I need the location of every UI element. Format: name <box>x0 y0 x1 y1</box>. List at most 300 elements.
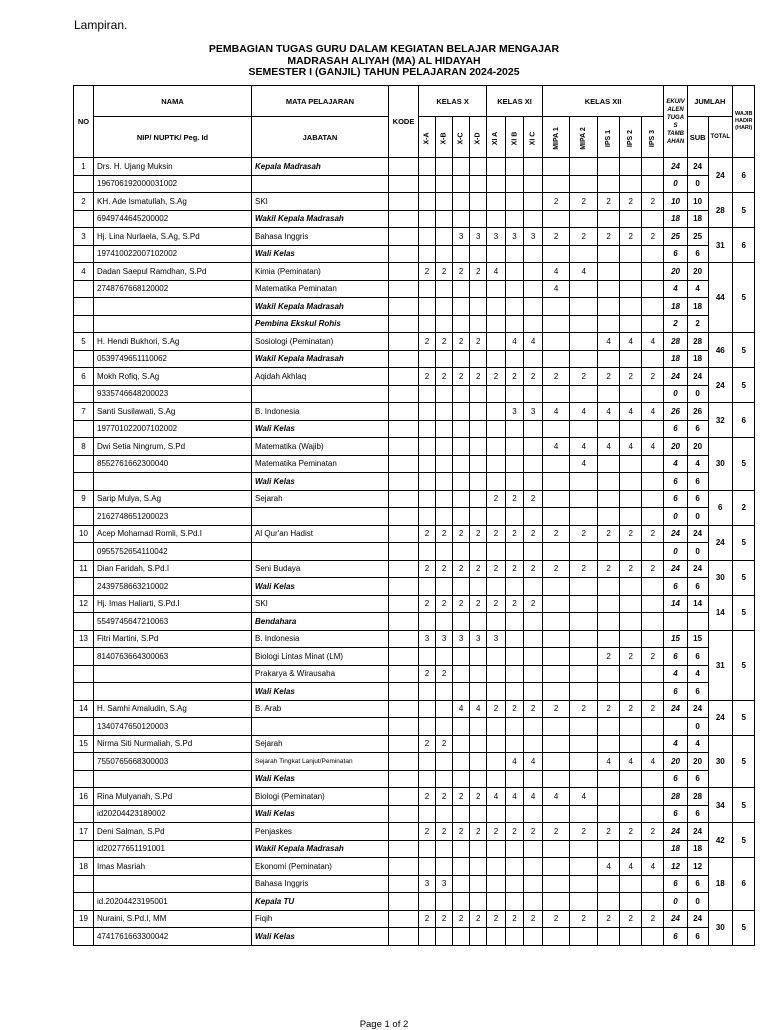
hours-cell: 2 <box>436 788 453 806</box>
hours-cell <box>487 893 505 911</box>
row-number: 19 <box>74 910 94 928</box>
wajib-hadir-cell: 5 <box>733 368 755 403</box>
hours-cell <box>524 315 543 333</box>
hours-cell <box>505 175 524 193</box>
hours-cell <box>436 158 453 176</box>
ekuivalen-cell: 18 <box>664 350 687 368</box>
class-label: X-A <box>423 131 431 145</box>
hours-cell <box>620 473 642 491</box>
subject-cell: Bendahara <box>252 613 389 631</box>
kode-cell <box>389 578 419 596</box>
hours-cell <box>570 298 598 316</box>
row-number: 4 <box>74 263 94 281</box>
total-cell: 30 <box>708 910 732 945</box>
teacher-name-cell: 4741761663300042 <box>94 928 252 946</box>
hours-cell <box>642 595 664 613</box>
hours-cell <box>570 315 598 333</box>
sub-total-cell: 0 <box>687 175 708 193</box>
header-mapel: MATA PELAJARAN <box>252 86 389 117</box>
hours-cell <box>620 840 642 858</box>
hours-cell <box>487 928 505 946</box>
subject-cell: Al Qur'an Hadist <box>252 525 389 543</box>
hours-cell <box>620 280 642 298</box>
sub-total-cell: 6 <box>687 245 708 263</box>
table-row <box>74 805 755 823</box>
hours-cell <box>524 735 543 753</box>
sub-total-cell: 14 <box>687 595 708 613</box>
kode-cell <box>389 665 419 683</box>
hours-cell <box>597 630 619 648</box>
hours-cell: 2 <box>470 910 487 928</box>
table-row <box>74 455 755 473</box>
hours-cell: 2 <box>487 525 505 543</box>
subject-cell <box>252 385 389 403</box>
teacher-name-cell: 0955752654110042 <box>94 543 252 561</box>
hours-cell <box>487 298 505 316</box>
class-label: X-D <box>474 131 482 145</box>
ekuivalen-cell: 14 <box>664 595 687 613</box>
hours-cell <box>597 455 619 473</box>
hours-cell <box>419 298 436 316</box>
hours-cell <box>419 508 436 526</box>
teacher-name-cell: 197410022007102002 <box>94 245 252 263</box>
hours-cell: 4 <box>542 280 570 298</box>
hours-cell <box>642 385 664 403</box>
total-cell: 32 <box>708 403 732 438</box>
hours-cell: 2 <box>505 368 524 386</box>
table-row <box>74 683 755 701</box>
wajib-hadir-cell: 5 <box>733 263 755 333</box>
teacher-name-cell <box>94 298 252 316</box>
hours-cell <box>642 613 664 631</box>
hours-cell: 2 <box>419 525 436 543</box>
ekuivalen-cell: 6 <box>664 770 687 788</box>
table-row <box>74 315 755 333</box>
kode-cell <box>389 508 419 526</box>
hours-cell <box>570 175 598 193</box>
table-row <box>74 438 755 456</box>
subject-cell: Seni Budaya <box>252 560 389 578</box>
ekuivalen-cell: 28 <box>664 788 687 806</box>
hours-cell <box>505 648 524 666</box>
hours-cell: 3 <box>436 630 453 648</box>
subject-cell: SKI <box>252 193 389 211</box>
sub-total-cell: 6 <box>687 420 708 438</box>
hours-cell <box>620 210 642 228</box>
wajib-hadir-cell: 5 <box>733 788 755 823</box>
hours-cell <box>470 280 487 298</box>
hours-cell <box>487 158 505 176</box>
teacher-name-cell: 2162748651200023 <box>94 508 252 526</box>
ekuivalen-cell: 6 <box>664 420 687 438</box>
row-number-empty <box>74 718 94 736</box>
hours-cell <box>436 210 453 228</box>
hours-cell <box>542 473 570 491</box>
hours-cell <box>570 158 598 176</box>
hours-cell <box>642 158 664 176</box>
hours-cell <box>570 893 598 911</box>
subject-cell: Matematika Peminatan <box>252 455 389 473</box>
hours-cell: 4 <box>620 403 642 421</box>
teacher-name-cell: 196706192000031002 <box>94 175 252 193</box>
hours-cell <box>487 438 505 456</box>
hours-cell <box>642 473 664 491</box>
hours-cell <box>570 630 598 648</box>
header-class-6 <box>524 117 543 158</box>
hours-cell <box>453 665 470 683</box>
hours-cell: 2 <box>570 368 598 386</box>
hours-cell <box>524 648 543 666</box>
hours-cell <box>487 350 505 368</box>
hours-cell <box>436 805 453 823</box>
hours-cell: 2 <box>487 490 505 508</box>
ekuivalen-cell: 18 <box>664 298 687 316</box>
subject-cell: Bahasa Inggris <box>252 228 389 246</box>
hours-cell <box>570 840 598 858</box>
sub-total-cell: 28 <box>687 788 708 806</box>
subject-cell: Kepala TU <box>252 893 389 911</box>
hours-cell <box>570 683 598 701</box>
hours-cell <box>597 298 619 316</box>
table-row <box>74 578 755 596</box>
row-number: 16 <box>74 788 94 806</box>
hours-cell <box>470 473 487 491</box>
row-number-empty <box>74 805 94 823</box>
hours-cell <box>487 175 505 193</box>
hours-cell <box>419 613 436 631</box>
hours-cell <box>597 175 619 193</box>
hours-cell <box>597 245 619 263</box>
table-row <box>74 403 755 421</box>
hours-cell <box>620 735 642 753</box>
hours-cell: 4 <box>542 438 570 456</box>
subject-cell: Wakil Kepala Madrasah <box>252 298 389 316</box>
hours-cell: 2 <box>642 648 664 666</box>
hours-cell: 2 <box>597 525 619 543</box>
hours-cell: 2 <box>487 700 505 718</box>
hours-cell <box>642 455 664 473</box>
teacher-name-cell: 2439758663210002 <box>94 578 252 596</box>
row-number-empty <box>74 875 94 893</box>
teacher-name-cell: 2748767668120002 <box>94 280 252 298</box>
hours-cell <box>453 928 470 946</box>
hours-cell <box>419 315 436 333</box>
hours-cell: 2 <box>597 193 619 211</box>
hours-cell <box>487 508 505 526</box>
hours-cell <box>470 438 487 456</box>
hours-cell: 2 <box>453 333 470 351</box>
ekuivalen-cell: 20 <box>664 438 687 456</box>
row-number-empty <box>74 613 94 631</box>
hours-cell <box>453 350 470 368</box>
title-line-3: SEMESTER I (GANJIL) TAHUN PELAJARAN 2024-2025 <box>248 66 520 78</box>
hours-cell <box>419 175 436 193</box>
hours-cell <box>419 805 436 823</box>
hours-cell <box>570 595 598 613</box>
table-row <box>74 753 755 771</box>
hours-cell <box>453 718 470 736</box>
ekuivalen-cell: 6 <box>664 648 687 666</box>
hours-cell: 2 <box>505 560 524 578</box>
hours-cell <box>620 683 642 701</box>
hours-cell <box>642 630 664 648</box>
hours-cell <box>436 385 453 403</box>
hours-cell <box>542 385 570 403</box>
teacher-name-cell: Dadan Saepul Ramdhan, S.Pd <box>94 263 252 281</box>
hours-cell <box>542 298 570 316</box>
hours-cell <box>597 840 619 858</box>
row-number-empty <box>74 648 94 666</box>
hours-cell <box>570 508 598 526</box>
sub-total-cell: 2 <box>687 315 708 333</box>
hours-cell: 4 <box>505 333 524 351</box>
hours-cell <box>642 683 664 701</box>
hours-cell <box>505 735 524 753</box>
hours-cell: 2 <box>470 560 487 578</box>
hours-cell <box>597 158 619 176</box>
kode-cell <box>389 700 419 718</box>
hours-cell: 4 <box>597 438 619 456</box>
header-kelas-xi: KELAS XI <box>487 86 543 117</box>
hours-cell: 4 <box>524 788 543 806</box>
header-class-11 <box>642 117 664 158</box>
hours-cell <box>542 245 570 263</box>
hours-cell <box>419 438 436 456</box>
hours-cell <box>470 350 487 368</box>
hours-cell <box>524 805 543 823</box>
hours-cell <box>570 770 598 788</box>
hours-cell <box>487 420 505 438</box>
hours-cell <box>505 805 524 823</box>
hours-cell <box>436 193 453 211</box>
hours-cell <box>487 403 505 421</box>
subject-cell: Ekonomi (Peminatan) <box>252 858 389 876</box>
hours-cell <box>620 543 642 561</box>
row-number: 7 <box>74 403 94 421</box>
hours-cell <box>597 210 619 228</box>
hours-cell <box>620 578 642 596</box>
hours-cell: 2 <box>524 525 543 543</box>
teacher-name-cell: Nirma Siti Nurmaliah, S.Pd <box>94 735 252 753</box>
table-row <box>74 175 755 193</box>
teacher-name-cell: Dian Faridah, S.Pd.I <box>94 560 252 578</box>
wajib-hadir-cell: 5 <box>733 438 755 491</box>
total-cell: 31 <box>708 630 732 700</box>
total-cell: 31 <box>708 228 732 263</box>
hours-cell: 2 <box>470 823 487 841</box>
subject-cell: Matematika Peminatan <box>252 280 389 298</box>
teacher-name-cell <box>94 473 252 491</box>
row-number-empty <box>74 893 94 911</box>
hours-cell <box>524 665 543 683</box>
hours-cell <box>570 245 598 263</box>
header-class-10 <box>620 117 642 158</box>
hours-cell <box>505 858 524 876</box>
hours-cell: 4 <box>642 403 664 421</box>
hours-cell: 2 <box>570 823 598 841</box>
hours-cell <box>487 455 505 473</box>
kode-cell <box>389 263 419 281</box>
hours-cell <box>524 578 543 596</box>
kode-cell <box>389 683 419 701</box>
subject-cell: Sosiologi (Peminatan) <box>252 333 389 351</box>
hours-cell <box>597 735 619 753</box>
hours-cell <box>505 438 524 456</box>
hours-cell <box>642 788 664 806</box>
hours-cell <box>436 228 453 246</box>
hours-cell <box>487 613 505 631</box>
header-class-3 <box>470 117 487 158</box>
hours-cell: 2 <box>620 228 642 246</box>
hours-cell <box>487 718 505 736</box>
row-number-empty <box>74 455 94 473</box>
sub-total-cell: 0 <box>687 893 708 911</box>
table-row <box>74 823 755 841</box>
class-label: IPS 3 <box>649 129 657 147</box>
hours-cell <box>597 683 619 701</box>
hours-cell <box>487 280 505 298</box>
hours-cell <box>419 893 436 911</box>
hours-cell <box>436 280 453 298</box>
ekuivalen-cell: 0 <box>664 385 687 403</box>
hours-cell <box>642 718 664 736</box>
hours-cell <box>642 875 664 893</box>
hours-cell <box>597 578 619 596</box>
hours-cell <box>505 263 524 281</box>
hours-cell <box>570 753 598 771</box>
hours-cell <box>470 508 487 526</box>
hours-cell <box>470 543 487 561</box>
hours-cell <box>505 508 524 526</box>
sub-total-cell: 0 <box>687 543 708 561</box>
hours-cell <box>597 473 619 491</box>
hours-cell <box>642 298 664 316</box>
hours-cell <box>436 770 453 788</box>
hours-cell: 2 <box>487 560 505 578</box>
hours-cell <box>453 490 470 508</box>
hours-cell <box>597 508 619 526</box>
table-row <box>74 595 755 613</box>
hours-cell <box>570 490 598 508</box>
hours-cell: 2 <box>620 193 642 211</box>
hours-cell <box>570 875 598 893</box>
row-number-empty <box>74 350 94 368</box>
hours-cell <box>542 175 570 193</box>
hours-cell <box>570 385 598 403</box>
hours-cell: 2 <box>470 788 487 806</box>
sub-total-cell: 4 <box>687 455 708 473</box>
header-nama: NAMA <box>94 86 252 117</box>
ekuivalen-cell: 4 <box>664 665 687 683</box>
table-row <box>74 875 755 893</box>
hours-cell <box>487 385 505 403</box>
subject-cell <box>252 543 389 561</box>
document-title <box>0 44 768 79</box>
hours-cell: 2 <box>524 910 543 928</box>
hours-cell <box>542 210 570 228</box>
subject-cell: Sejarah Tingkat Lanjut/Peminatan <box>252 753 389 771</box>
hours-cell <box>597 893 619 911</box>
sub-total-cell: 24 <box>687 525 708 543</box>
hours-cell <box>453 420 470 438</box>
kode-cell <box>389 613 419 631</box>
hours-cell <box>470 245 487 263</box>
hours-cell <box>453 508 470 526</box>
page-number: Page 1 of 2 <box>359 1019 409 1030</box>
hours-cell <box>505 350 524 368</box>
table-row <box>74 368 755 386</box>
teacher-name-cell: Drs. H. Ujang Muksin <box>94 158 252 176</box>
sub-total-cell: 24 <box>687 560 708 578</box>
hours-cell <box>597 665 619 683</box>
hours-cell: 2 <box>524 823 543 841</box>
hours-cell: 3 <box>505 403 524 421</box>
row-number-empty <box>74 543 94 561</box>
hours-cell <box>453 158 470 176</box>
hours-cell <box>542 333 570 351</box>
teacher-name-cell: 0539749651110062 <box>94 350 252 368</box>
hours-cell <box>453 805 470 823</box>
hours-cell: 2 <box>542 193 570 211</box>
hours-cell: 2 <box>453 595 470 613</box>
hours-cell <box>453 210 470 228</box>
hours-cell <box>542 613 570 631</box>
teacher-name-cell: Nuraini, S.Pd.I, MM <box>94 910 252 928</box>
hours-cell: 3 <box>470 228 487 246</box>
ekuivalen-cell: 6 <box>664 245 687 263</box>
sub-total-cell: 18 <box>687 350 708 368</box>
ekuivalen-cell <box>664 718 687 736</box>
table-row <box>74 490 755 508</box>
hours-cell <box>419 350 436 368</box>
hours-cell <box>524 438 543 456</box>
hours-cell <box>524 875 543 893</box>
kode-cell <box>389 595 419 613</box>
hours-cell <box>642 770 664 788</box>
hours-cell: 4 <box>570 438 598 456</box>
hours-cell: 2 <box>453 263 470 281</box>
hours-cell: 2 <box>419 735 436 753</box>
total-cell: 14 <box>708 595 732 630</box>
hours-cell <box>570 578 598 596</box>
subject-cell: Aqidah Akhlaq <box>252 368 389 386</box>
hours-cell: 4 <box>505 788 524 806</box>
row-number-empty <box>74 665 94 683</box>
sub-total-cell: 6 <box>687 770 708 788</box>
hours-cell: 2 <box>642 525 664 543</box>
hours-cell: 2 <box>487 910 505 928</box>
hours-cell <box>542 875 570 893</box>
hours-cell <box>570 420 598 438</box>
wajib-hadir-cell: 5 <box>733 333 755 368</box>
row-number-empty <box>74 420 94 438</box>
row-number: 17 <box>74 823 94 841</box>
hours-cell: 3 <box>524 228 543 246</box>
hours-cell <box>620 595 642 613</box>
hours-cell: 2 <box>620 700 642 718</box>
table-row <box>74 350 755 368</box>
hours-cell: 2 <box>597 648 619 666</box>
hours-cell <box>505 718 524 736</box>
hours-cell <box>419 385 436 403</box>
hours-cell <box>453 385 470 403</box>
hours-cell: 2 <box>453 910 470 928</box>
hours-cell <box>642 543 664 561</box>
hours-cell: 2 <box>570 228 598 246</box>
hours-cell: 2 <box>542 228 570 246</box>
kode-cell <box>389 420 419 438</box>
header-class-7 <box>542 117 570 158</box>
